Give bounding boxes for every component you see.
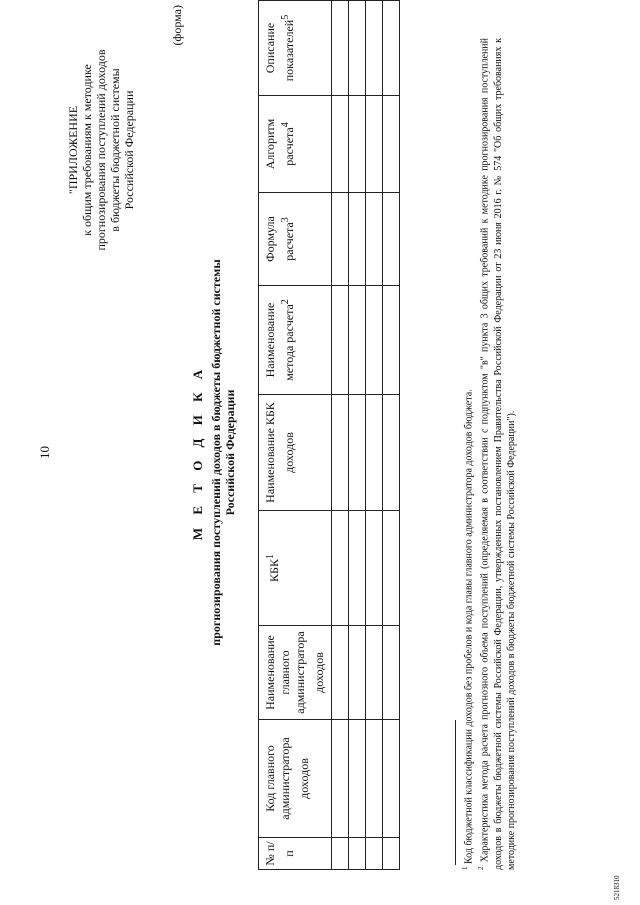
footnote: $^1$ Код бюджетной классификации доходов без пробелов и кода главы главного администратора доходов бюджета. bbox=[461, 389, 475, 870]
table-cell bbox=[349, 838, 366, 870]
appendix-line: "ПРИЛОЖЕНИЕ bbox=[66, 105, 80, 195]
table-cell bbox=[366, 1, 383, 96]
table-header-row bbox=[259, 1, 332, 870]
table-cell bbox=[366, 286, 383, 395]
document-subtitle bbox=[209, 0, 237, 905]
table-cell bbox=[332, 1, 349, 96]
header-cell-admin-name: Наименование главного администратора доходов bbox=[259, 626, 332, 720]
table-cell bbox=[383, 511, 400, 626]
subtitle-line: прогнозирования поступлений доходов в бюджеты бюджетной системы bbox=[209, 259, 223, 646]
table-cell bbox=[366, 96, 383, 193]
table-cell bbox=[383, 96, 400, 193]
table-cell bbox=[366, 511, 383, 626]
appendix-line: Российской Федерации bbox=[122, 90, 136, 210]
page-number: 10 bbox=[37, 446, 52, 459]
header-cell-admin-code: Код главного администратора доходов bbox=[259, 720, 332, 838]
table-cell bbox=[332, 286, 349, 395]
table-cell bbox=[349, 96, 366, 193]
appendix-line: в бюджеты бюджетной системы bbox=[108, 68, 122, 232]
table-cell bbox=[349, 511, 366, 626]
header-cell-indicators: Описание показателей$^5$ bbox=[259, 1, 332, 96]
table-cell bbox=[332, 193, 349, 286]
subtitle-line: Российской Федерации bbox=[223, 389, 237, 516]
table-cell bbox=[383, 838, 400, 870]
table-cell bbox=[349, 193, 366, 286]
table-cell bbox=[366, 193, 383, 286]
header-cell-formula: Формула расчета$^3$ bbox=[259, 193, 332, 286]
table-row bbox=[332, 1, 349, 870]
footnote: $^2$ Характеристика метода расчета прогнозного объема поступлений (определяемая в соответствии с подпунктом "в" пункта 3 общих требований к методике прогнозирования поступлений доходов в бюджеты бюджетной системы Российской Федерации, утвержденных постановлением Правительства Российской Федерации от 23 июня 2016 г. № 574 "Об общих требованиях к методике прогнозирования поступлений доходов в бюджеты бюджетной системы Российской Федерации"). bbox=[477, 37, 517, 870]
table-cell bbox=[366, 395, 383, 511]
table-cell bbox=[349, 395, 366, 511]
table-cell bbox=[383, 1, 400, 96]
table-cell bbox=[366, 838, 383, 870]
table-row bbox=[383, 1, 400, 870]
appendix-line: к общим требованиям к методике bbox=[80, 64, 94, 236]
appendix-heading bbox=[66, 35, 136, 265]
table-cell bbox=[349, 1, 366, 96]
table-cell bbox=[383, 286, 400, 395]
document-title: М Е Т О Д И К А bbox=[190, 364, 205, 541]
header-cell-kbk-name: Наименование КБК доходов bbox=[259, 395, 332, 511]
footnotes bbox=[459, 38, 518, 870]
table-cell bbox=[383, 626, 400, 720]
table-row bbox=[366, 1, 383, 870]
table-cell bbox=[332, 96, 349, 193]
table-cell bbox=[349, 720, 366, 838]
header-cell-method-name: Наименование метода расчета$^2$ bbox=[259, 286, 332, 395]
methodology-table bbox=[258, 0, 400, 870]
table-cell bbox=[366, 626, 383, 720]
table-cell bbox=[383, 720, 400, 838]
form-label: (форма) bbox=[170, 5, 184, 46]
table-cell bbox=[366, 720, 383, 838]
table-cell bbox=[349, 626, 366, 720]
footnote-separator bbox=[455, 720, 456, 865]
table-body bbox=[332, 1, 400, 870]
table-cell bbox=[332, 838, 349, 870]
table-cell bbox=[332, 626, 349, 720]
header-cell-kbk: КБК$^1$ bbox=[259, 511, 332, 626]
document-code: 5218310 bbox=[613, 875, 621, 900]
table-cell bbox=[383, 395, 400, 511]
table-cell bbox=[383, 193, 400, 286]
table-cell bbox=[332, 511, 349, 626]
table-row bbox=[349, 1, 366, 870]
table-cell bbox=[332, 395, 349, 511]
header-cell-number: № п/п bbox=[259, 838, 332, 870]
table-cell bbox=[349, 286, 366, 395]
header-cell-algorithm: Алгоритм расчета$^4$ bbox=[259, 96, 332, 193]
appendix-line: прогнозирования поступлений доходов bbox=[94, 49, 108, 251]
table-cell bbox=[332, 720, 349, 838]
